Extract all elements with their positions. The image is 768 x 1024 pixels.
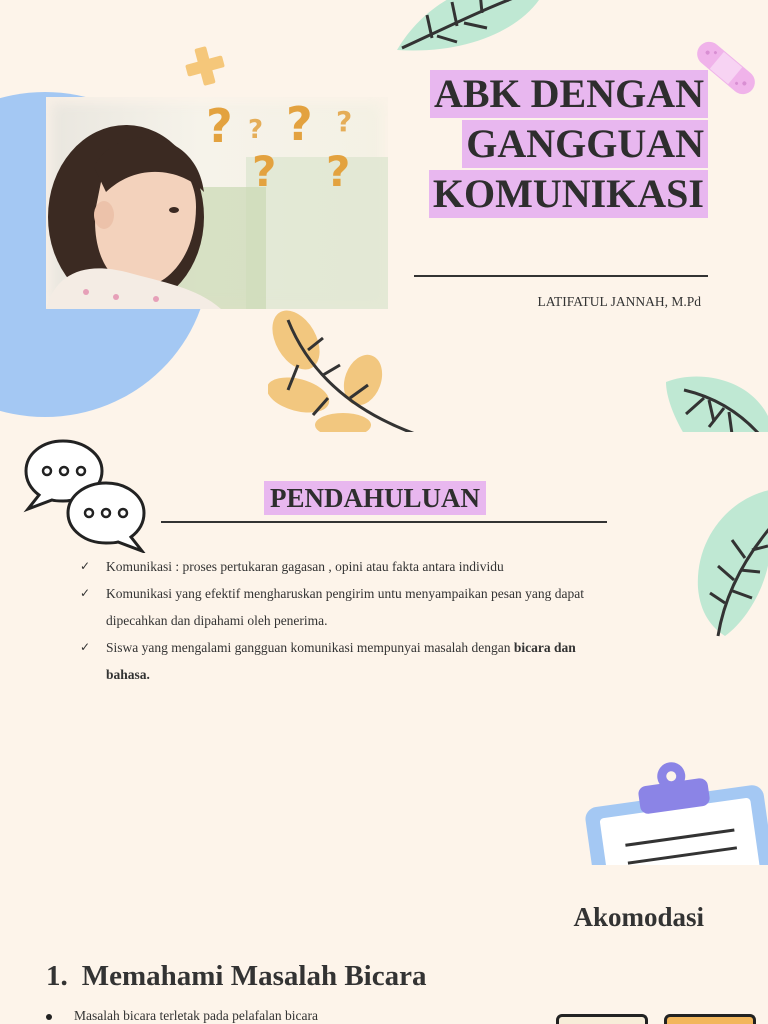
author-name: LATIFATUL JANNAH, M.Pd: [537, 294, 701, 309]
title-line: KOMUNIKASI: [429, 170, 708, 218]
title-slide: [0, 0, 768, 432]
chat-bubbles-icon: [22, 437, 150, 553]
child-photo: [46, 97, 388, 309]
question-mark-icon: ?: [252, 147, 277, 196]
title-line: GANGGUAN: [462, 120, 708, 168]
introduction-slide: [0, 433, 768, 865]
card-decoration: [556, 1014, 648, 1024]
section-heading: PENDAHULUAN: [264, 481, 486, 515]
checkmark-icon: ✓: [80, 559, 91, 573]
slide-title: Akomodasi: [573, 902, 704, 932]
question-mark-icon: ?: [336, 105, 353, 138]
clipboard-icon: [574, 761, 768, 865]
leaf-icon: [690, 488, 768, 638]
plus-icon: [184, 45, 226, 87]
question-mark-icon: ?: [206, 99, 233, 153]
leaf-icon: [392, 0, 552, 55]
card-decoration: [664, 1014, 756, 1024]
heading-text: Memahami Masalah Bicara: [81, 960, 427, 992]
question-mark-icon: ?: [286, 97, 313, 151]
bullet-icon: [46, 1014, 52, 1020]
checkmark-icon: ✓: [80, 640, 91, 654]
list-item-text: Masalah bicara terletak pada pelafalan bicara: [74, 1008, 318, 1023]
accommodation-slide: [0, 866, 768, 1024]
question-mark-icon: ?: [326, 147, 351, 196]
checkmark-icon: ✓: [80, 586, 91, 600]
list-item: ✓ Siswa yang mengalami gangguan komunikasi mempunyai masalah dengan bicara dan bahasa.: [80, 634, 610, 688]
list-item: [46, 1008, 318, 1024]
title-line: ABK DENGAN: [430, 70, 708, 118]
leaf-icon: [664, 372, 768, 432]
title-divider: [414, 275, 708, 277]
question-mark-icon: ?: [248, 115, 264, 145]
heading-number: 1.: [46, 960, 68, 992]
intro-list: [80, 553, 610, 688]
heading-divider: [161, 521, 607, 523]
list-item: ✓ Komunikasi yang efektif mengharuskan pengirim untu menyampaikan pesan yang dapat dipecahkan dan dipahami oleh penerima.: [80, 580, 610, 634]
slide-title: [429, 70, 708, 220]
leaf-icon: [268, 310, 428, 432]
list-item: ✓ Komunikasi : proses pertukaran gagasan , opini atau fakta antara individu: [80, 553, 610, 580]
numbered-heading: [46, 960, 426, 993]
